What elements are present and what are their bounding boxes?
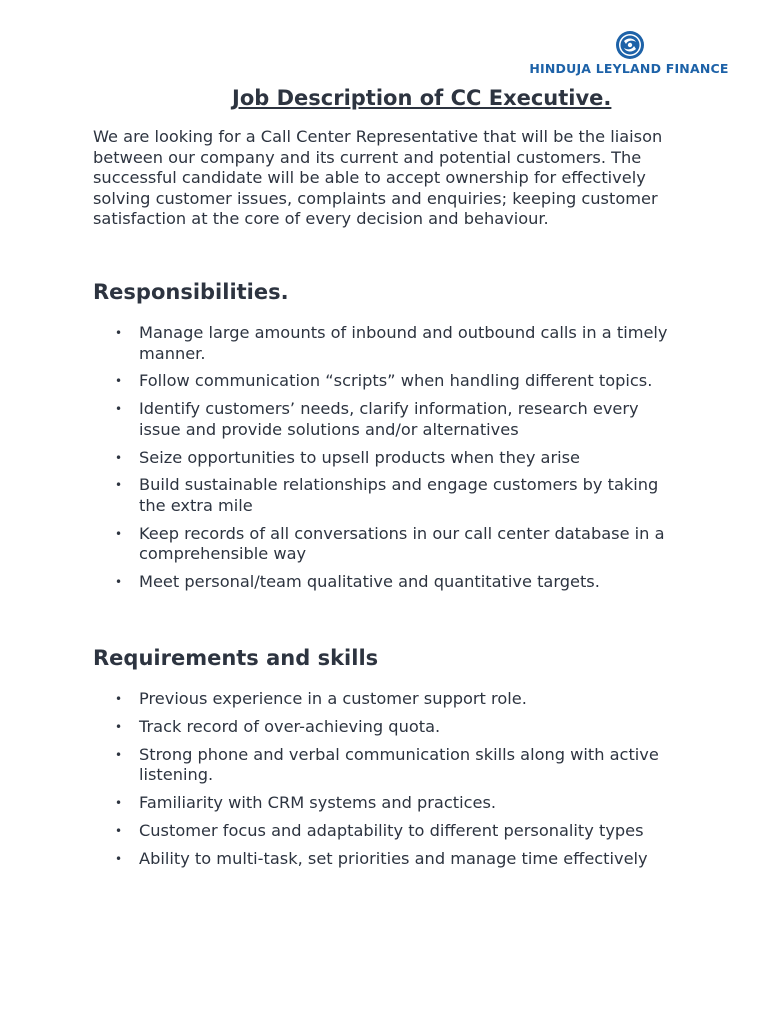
bullet-icon: •: [115, 851, 123, 866]
list-item-text: Ability to multi-task, set priorities and manage time effectively: [139, 848, 648, 868]
list-item-text: Seize opportunities to upsell products when they arise: [139, 447, 581, 467]
bullet-icon: •: [115, 719, 123, 734]
list-item-text: Familiarity with CRM systems and practices.: [139, 792, 497, 812]
bullet-icon: •: [115, 795, 123, 810]
bullet-icon: •: [115, 823, 123, 838]
bullet-icon: •: [115, 326, 123, 340]
list-item: [93, 475, 683, 516]
responsibilities-heading: Responsibilities.: [93, 280, 289, 304]
list-item-text: Meet personal/team qualitative and quantitative targets.: [139, 572, 600, 592]
list-item-text: Keep records of all conversations in our call center database in a comprehensible way: [139, 523, 665, 564]
company-logo: [503, 30, 755, 80]
bullet-icon: •: [115, 575, 123, 590]
list-item-text: Customer focus and adaptability to different personality types: [139, 820, 644, 840]
list-item-text: Identify customers’ needs, clarify information, research every issue and provide solutions and/or alternatives: [139, 399, 639, 439]
bullet-icon: •: [115, 478, 123, 493]
list-item-text: Track record of over-achieving quota.: [139, 716, 441, 736]
responsibilities-list: [93, 323, 683, 600]
list-item-text: Manage large amounts of inbound and outbound calls in a timely manner.: [139, 323, 668, 363]
list-item-text: Previous experience in a customer support role.: [139, 689, 527, 708]
bullet-icon: •: [115, 374, 123, 389]
list-item: [93, 849, 683, 870]
list-item: [93, 323, 683, 364]
list-item-text: Follow communication “scripts” when handling different topics.: [139, 371, 653, 391]
list-item: [93, 448, 683, 469]
list-item-text: Build sustainable relationships and engage customers by taking the extra mile: [139, 475, 659, 515]
hinduja-leyland-emblem-icon: [615, 30, 645, 60]
list-item: [93, 524, 683, 565]
logo-wordmark: HINDUJA LEYLAND FINANCE: [529, 61, 729, 76]
list-item: [93, 821, 683, 842]
list-item: [93, 793, 683, 814]
requirements-list: [93, 689, 683, 876]
list-item: [93, 689, 683, 710]
list-item-text: Strong phone and verbal communication skills along with active listening.: [139, 744, 659, 785]
bullet-icon: •: [115, 692, 123, 706]
list-item: [93, 399, 683, 440]
bullet-icon: •: [115, 747, 123, 762]
intro-paragraph: We are looking for a Call Center Representative that will be the liaison between our company and its current and potential customers. The successful candidate will be able to accept ownership for effectively solving customer issues, complaints and enquiries; keeping customer satisfaction at the core of every decision and behaviour.: [93, 127, 663, 229]
document-title: Job Description of CC Executive.: [232, 86, 612, 110]
bullet-icon: •: [115, 526, 123, 541]
bullet-icon: •: [115, 450, 123, 465]
list-item: [93, 745, 683, 786]
bullet-icon: •: [115, 402, 123, 417]
requirements-heading: Requirements and skills: [93, 646, 379, 670]
list-item: [93, 371, 683, 392]
list-item: [93, 572, 683, 593]
list-item: [93, 717, 683, 738]
